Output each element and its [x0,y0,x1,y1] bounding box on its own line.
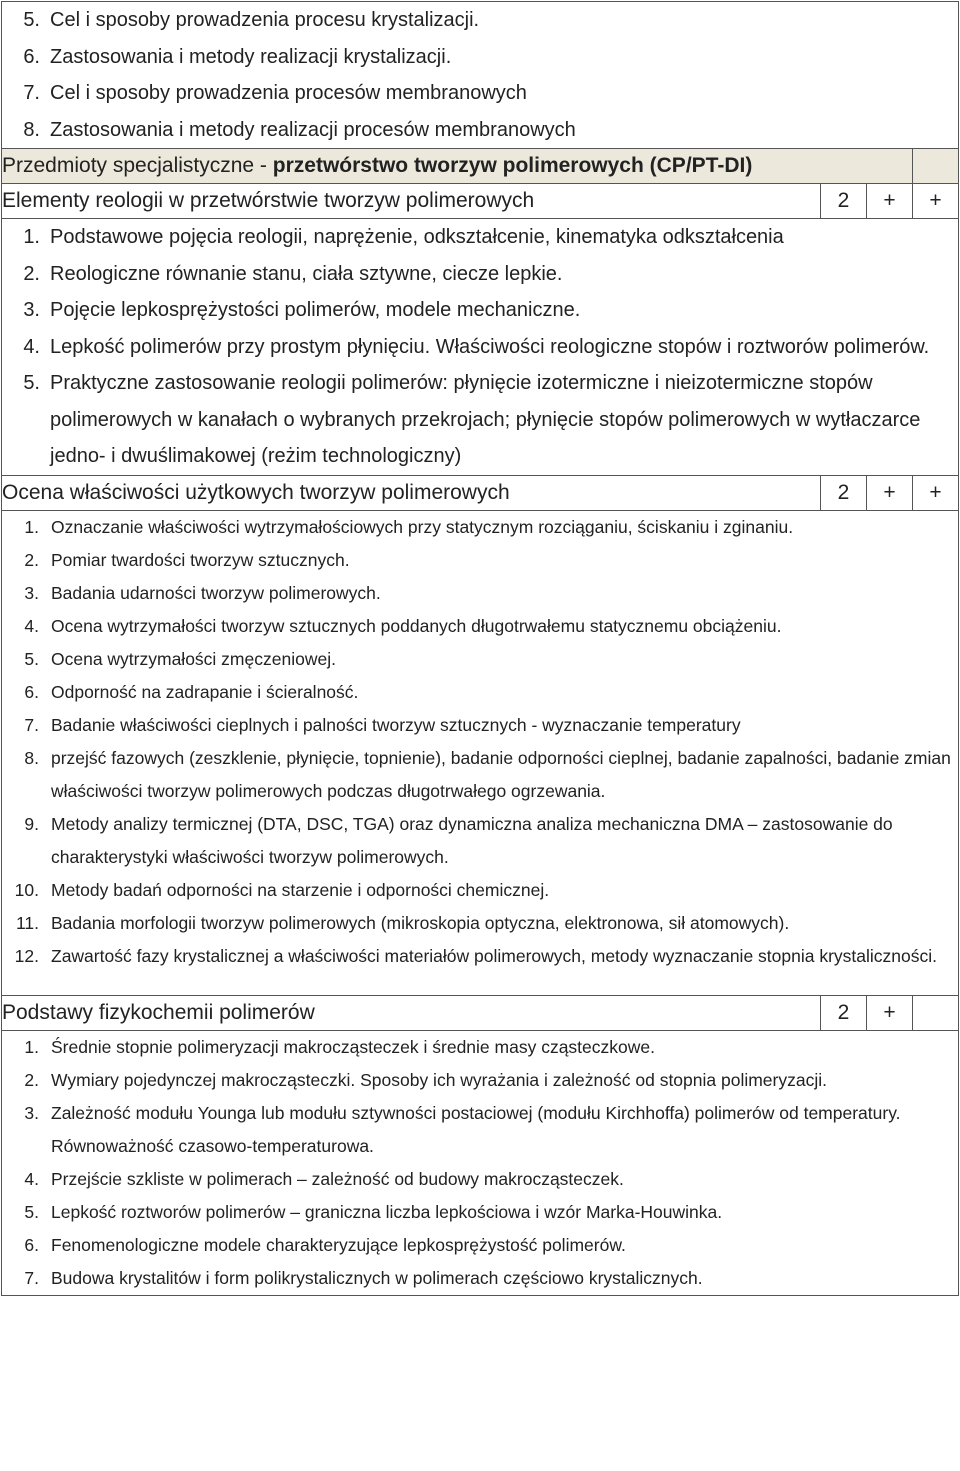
list-item [2,256,958,293]
list-item [2,907,958,940]
section-header-row [2,149,959,184]
item-number: 5. [24,1201,39,1222]
topic-list [2,511,958,973]
list-item [2,742,958,808]
item-number: 1. [23,226,40,248]
list-item [2,676,958,709]
item-number: 7. [23,82,40,104]
list-item [2,219,958,256]
list-item [2,1229,958,1262]
top-list-cell [2,2,959,149]
item-text: Zastosowania i metody realizacji krystalizacji. [50,45,452,68]
top-list [2,2,958,148]
syllabus-table [1,1,959,1296]
list-item [2,709,958,742]
item-text: Oznaczanie właściwości wytrzymałościowych przy statycznym rozciąganiu, ściskaniu i zginaniu. [51,516,794,537]
list-item [2,808,958,874]
list-item [2,112,958,149]
item-number: 1. [24,516,39,537]
item-text: Reologiczne równanie stanu, ciała sztywne, ciecze lepkie. [50,262,563,285]
item-number: 7. [24,1267,39,1288]
list-item [2,577,958,610]
item-number: 3. [23,299,40,321]
subject-title: Ocena właściwości użytkowych tworzyw polimerowych [2,475,821,510]
item-number: 2. [24,1069,39,1090]
list-item [2,75,958,112]
subject-content [2,219,959,476]
item-text: przejść fazowych (zeszklenie, płynięcie, topnienie), badanie odporności cieplnej, badanie zapalności, badanie zmian właściwości tworzyw polimerowych podczas długotrwałego ogrzewania. [51,747,951,801]
subject-hours: 2 [821,475,867,510]
list-item [2,940,958,973]
item-number: 5. [23,9,40,31]
item-number: 6. [23,45,40,68]
item-number: 10. [14,879,39,900]
subject-title: Elementy reologii w przetwórstwie tworzyw polimerowych [2,184,821,219]
list-item [2,544,958,577]
list-item [2,365,958,475]
item-text: Średnie stopnie polimeryzacji makrocząsteczek i średnie masy cząsteczkowe. [51,1036,655,1057]
item-number: 3. [24,1102,39,1123]
list-item [2,511,958,544]
item-text: Budowa krystalitów i form polikrystalicznych w polimerach częściowo krystalicznych. [51,1267,703,1288]
subject-content-row [2,1030,959,1295]
item-number: 2. [23,262,40,285]
item-text: Odporność na zadrapanie i ścieralność. [51,681,359,702]
item-text: Lepkość roztworów polimerów – graniczna liczba lepkościowa i wzór Marka-Houwinka. [51,1201,723,1222]
item-text: Cel i sposoby prowadzenia procesów membranowych [50,82,527,104]
subject-row [2,184,959,219]
subject-mark: + [867,184,913,219]
subject-hours: 2 [821,995,867,1030]
item-number: 5. [24,648,39,669]
item-text: Praktyczne zastosowanie reologii polimerów: płynięcie izotermiczne i nieizotermiczne stopów polimerowych w kanałach o wybranych przekrojach; płynięcie stopów polimerowych w wytłaczarce jedno- i dwuślimakowej (reżim technologiczny) [50,372,921,467]
subject-row [2,995,959,1030]
item-number: 8. [23,118,40,141]
list-item [2,1097,958,1163]
subject-hours: 2 [821,184,867,219]
item-number: 12. [14,945,39,966]
list-item [2,643,958,676]
top-list-row [2,2,959,149]
item-number: 3. [24,582,39,603]
list-item [2,1163,958,1196]
item-number: 6. [24,681,39,702]
item-number: 5. [23,372,40,394]
item-text: Podstawowe pojęcia reologii, naprężenie, odkształcenie, kinematyka odkształcenia [50,226,784,248]
subject-mark [913,995,959,1030]
subject-mark: + [867,475,913,510]
item-text: Zawartość fazy krystalicznej a właściwości materiałów polimerowych, metody wyznaczanie stopnia krystaliczności. [51,945,937,966]
subject-row [2,475,959,510]
subject-content-row [2,510,959,995]
item-text: Wymiary pojedynczej makrocząsteczki. Sposoby ich wyrażania i zależność od stopnia polimeryzacji. [51,1069,827,1090]
section-spacer [2,973,958,995]
section-header [2,149,913,184]
item-text: Badanie właściwości cieplnych i palności tworzyw sztucznych - wyznaczanie temperatury [51,714,741,735]
section-header-empty-cell [913,149,959,184]
item-number: 8. [24,747,39,768]
list-item [2,329,958,366]
subject-mark: + [867,995,913,1030]
list-item [2,1196,958,1229]
section-header-prefix: Przedmioty specjalistyczne - [2,154,273,177]
list-item [2,292,958,329]
topic-list [2,219,958,475]
subject-mark: + [913,184,959,219]
list-item [2,1031,958,1064]
item-text: Pomiar twardości tworzyw sztucznych. [51,549,350,570]
item-number: 4. [24,615,39,636]
item-text: Cel i sposoby prowadzenia procesu krystalizacji. [50,9,480,31]
item-text: Zastosowania i metody realizacji procesów membranowych [50,118,576,141]
item-number: 2. [24,549,39,570]
list-item [2,610,958,643]
subject-content [2,510,959,995]
item-number: 4. [23,335,40,358]
item-number: 6. [24,1234,39,1255]
list-item [2,1262,958,1295]
subject-title: Podstawy fizykochemii polimerów [2,995,821,1030]
item-number: 7. [24,714,39,735]
list-item [2,874,958,907]
subject-content [2,1030,959,1295]
item-number: 1. [24,1036,39,1057]
list-item [2,1064,958,1097]
topic-list [2,1031,958,1295]
item-text: Przejście szkliste w polimerach – zależność od budowy makrocząsteczek. [51,1168,624,1189]
item-text: Fenomenologiczne modele charakteryzujące lepkosprężystość polimerów. [51,1234,626,1255]
list-item [2,39,958,76]
item-text: Badania udarności tworzyw polimerowych. [51,582,381,603]
item-number: 11. [15,912,39,933]
item-text: Pojęcie lepkosprężystości polimerów, modele mechaniczne. [50,299,581,321]
item-text: Metody badań odporności na starzenie i odporności chemicznej. [51,879,550,900]
subject-mark: + [913,475,959,510]
item-number: 9. [24,813,39,834]
item-text: Ocena wytrzymałości zmęczeniowej. [51,648,336,669]
list-item [2,2,958,39]
item-text: Lepkość polimerów przy prostym płynięciu. Właściwości reologiczne stopów i roztworów polimerów. [50,335,930,358]
section-header-bold: przetwórstwo tworzyw polimerowych (CP/PT-DI) [272,154,753,177]
subject-content-row [2,219,959,476]
item-text: Metody analizy termicznej (DTA, DSC, TGA) oraz dynamiczna analiza mechaniczna DMA – zastosowanie do charakterystyki właściwości tworzyw polimerowych. [51,813,893,867]
item-number: 4. [24,1168,39,1189]
item-text: Zależność modułu Younga lub modułu sztywności postaciowej (modułu Kirchhoffa) polimerów od temperatury. Równoważność czasowo-temperaturowa. [51,1102,901,1156]
item-text: Ocena wytrzymałości tworzyw sztucznych poddanych długotrwałemu statycznemu obciążeniu. [51,615,782,636]
item-text: Badania morfologii tworzyw polimerowych (mikroskopia optyczna, elektronowa, sił atomowych). [51,912,790,933]
